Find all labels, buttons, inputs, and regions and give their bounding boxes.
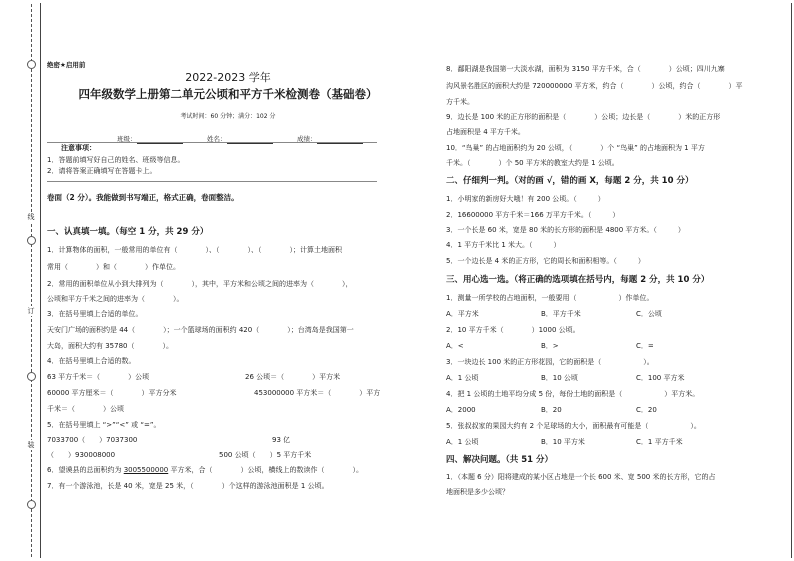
choice-question: 3．一块边长 100 米的正方形花园，它的面积是（ ）。 bbox=[446, 358, 654, 366]
secret-mark: 绝密★启用前 bbox=[47, 61, 86, 69]
question-5-item: 500 公顷（ ）5 平方千米 bbox=[219, 451, 312, 459]
page-border-right bbox=[791, 3, 792, 558]
choice-option-b: B．> bbox=[541, 342, 559, 350]
choice-option-b: B．平方千米 bbox=[541, 310, 581, 318]
choice-option-a: A．< bbox=[446, 342, 464, 350]
underlined-number: 3005500000 bbox=[123, 466, 169, 474]
binding-hole bbox=[27, 500, 36, 509]
question-3-line-2: 大岛，面积大约有 35780（ ）。 bbox=[47, 342, 173, 350]
choice-option-a: A．1 公顷 bbox=[446, 374, 479, 382]
choice-option-c: C．100 平方米 bbox=[636, 374, 685, 382]
binding-mark-xian: 线 bbox=[27, 213, 35, 221]
judge-item: 5．一个边长是 4 米的正方形，它的周长和面积相等。（ ） bbox=[446, 257, 645, 265]
question-5-item: （ ）930008000 bbox=[47, 451, 116, 459]
judge-item: 1．小明家的新房好大哦！有 200 公顷。（ ） bbox=[446, 195, 605, 203]
question-6: 6．望谟县的总面积约为 3005500000 平方米，合（ ）公顷，横线上的数读作（ ）。 bbox=[47, 466, 363, 474]
section-3-title: 三、用心选一选。（将正确的选项填在括号内，每题 2 分，共 10 分） bbox=[446, 275, 710, 285]
choice-option-a: A．平方米 bbox=[446, 310, 479, 318]
choice-option-c: C．1 平方千米 bbox=[636, 438, 683, 446]
question-1-line-2: 常用（ ）和（ ）作单位。 bbox=[47, 263, 180, 271]
name-label: 姓名： bbox=[207, 135, 227, 143]
question-1-line-1: 1．计算物体的面积，一般常用的单位有（ ）、（ ）、（ ）；计算土地面积 bbox=[47, 246, 342, 254]
choice-option-a: A．1 公顷 bbox=[446, 438, 479, 446]
exam-info: 考试时间：60 分钟；满分：102 分 bbox=[180, 113, 276, 120]
binding-margin bbox=[0, 0, 40, 561]
notice-item: 1．答题前填写好自己的姓名、班级等信息。 bbox=[47, 156, 185, 164]
judge-item: 3．一个长是 60 米，宽是 80 米的长方形的面积是 4800 平方米。（ ） bbox=[446, 226, 685, 234]
choice-question: 5．张叔叔家的果园大约有 2 个足球场的大小，面积最有可能是（ ）。 bbox=[446, 422, 701, 430]
question-9-line-2: 占地面积是 4 平方千米。 bbox=[446, 128, 525, 136]
judge-item: 2．16600000 平方千米＝166 万平方千米。（ ） bbox=[446, 211, 620, 219]
question-4-item: 26 公顷＝（ ）平方米 bbox=[245, 373, 341, 381]
question-4: 4．在括号里填上合适的数。 bbox=[47, 357, 136, 365]
choice-option-b: B．20 bbox=[541, 406, 562, 414]
question-10-line-2: 千米。（ ）个 50 平方米的教室大约是 1 公顷。 bbox=[446, 159, 619, 167]
binding-hole bbox=[27, 236, 36, 245]
question-4-item: 63 平方千米＝（ ）公顷 bbox=[47, 373, 150, 381]
section-4-title: 四、解决问题。（共 51 分） bbox=[446, 455, 553, 465]
question-10-line-1: 10．“鸟巢” 的占地面积约为 20 公顷，（ ）个 “鸟巢” 的占地面积为 1 平方 bbox=[446, 144, 705, 152]
question-3: 3．在括号里填上合适的单位。 bbox=[47, 310, 143, 318]
binding-hole bbox=[27, 372, 36, 381]
choice-option-a: A．2000 bbox=[446, 406, 476, 414]
class-label: 班级： bbox=[117, 135, 137, 143]
school-year: 2022-2023 学年 bbox=[185, 71, 271, 84]
binding-mark-ding: 订 bbox=[27, 307, 35, 315]
question-8-line-2: 沟风景名胜区的面积大约是 720000000 平方米，约合（ ）公顷，约合（ ）平 bbox=[446, 82, 743, 90]
problem-1-line-2: 地面积是多少公顷？ bbox=[446, 488, 509, 496]
question-3-line-1: 天安门广场的面积约是 44（ ）；一个篮球场的面积约 420（ ）；台湾岛是我国第一 bbox=[47, 326, 354, 334]
question-2-line-1: 2．常用的面积单位从小到大排列为（ ），其中，平方米和公顷之间的进率为（ ）， bbox=[47, 280, 353, 288]
choice-option-b: B．10 公顷 bbox=[541, 374, 578, 382]
choice-question: 1．测量一所学校的占地面积，一般要用（ ）作单位。 bbox=[446, 294, 654, 302]
question-2-line-2: 公顷和平方千米之间的进率为（ ）。 bbox=[47, 295, 184, 303]
binding-mark-zhuang: 装 bbox=[27, 441, 35, 449]
question-5-item: 93 亿 bbox=[272, 436, 291, 444]
question-4-item: 千米＝（ ）公顷 bbox=[47, 405, 124, 413]
question-9-line-1: 9．边长是 100 米的正方形的面积是（ ）公顷；边长是（ ）米的正方形 bbox=[446, 113, 721, 121]
score-label: 成绩： bbox=[297, 135, 317, 143]
choice-option-c: C．20 bbox=[636, 406, 657, 414]
section-1-title: 一、认真填一填。（每空 1 分，共 29 分） bbox=[47, 227, 209, 237]
binding-dashed-line bbox=[31, 4, 32, 557]
choice-option-b: B．10 平方米 bbox=[541, 438, 585, 446]
exam-title: 四年级数学上册第二单元公顷和平方千米检测卷（基础卷） bbox=[78, 87, 378, 101]
choice-question: 4．把 1 公顷的土地平均分成 5 份，每份土地的面积是（ ）平方米。 bbox=[446, 390, 700, 398]
question-4-item: 60000 平方厘米＝（ ）平方分米 bbox=[47, 389, 177, 397]
notice-title: 注意事项： bbox=[61, 144, 96, 152]
question-5: 5．在括号里填上 “>”“<” 或 “=”。 bbox=[47, 421, 161, 429]
neatness-note: 卷面（2 分）。我能做到书写端正，格式正确，卷面整洁。 bbox=[47, 193, 239, 202]
question-5-item: 7033700（ ）7037300 bbox=[47, 436, 138, 444]
judge-item: 4．1 平方千米比 1 米大。（ ） bbox=[446, 241, 561, 249]
question-4-item: 453000000 平方米＝（ ）平方 bbox=[254, 389, 381, 397]
binding-hole bbox=[27, 60, 36, 69]
page-border-left bbox=[40, 3, 41, 558]
question-8-line-3: 方千米。 bbox=[446, 98, 474, 106]
problem-1-line-1: 1．（本题 6 分）阳将建成的某小区占地是一个长 600 米、宽 500 米的长方形，它的占 bbox=[446, 473, 716, 481]
choice-question: 2．10 平方千米（ ）1000 公顷。 bbox=[446, 326, 580, 334]
choice-option-c: C．= bbox=[636, 342, 654, 350]
question-8-line-1: 8．鄱阳湖是我国第一大淡水湖，面积为 3150 平方千米，合（ ）公顷；四川九寨 bbox=[446, 65, 725, 73]
notice-item: 2．请将答案正确填写在答题卡上。 bbox=[47, 167, 157, 175]
choice-option-c: C．公顷 bbox=[636, 310, 662, 318]
section-2-title: 二、仔细判一判。（对的画 √，错的画 X，每题 2 分，共 10 分） bbox=[446, 176, 694, 186]
question-7: 7．有一个游泳池，长是 40 米，宽是 25 米，（ ）个这样的游泳池面积是 1 公顷。 bbox=[47, 482, 329, 490]
